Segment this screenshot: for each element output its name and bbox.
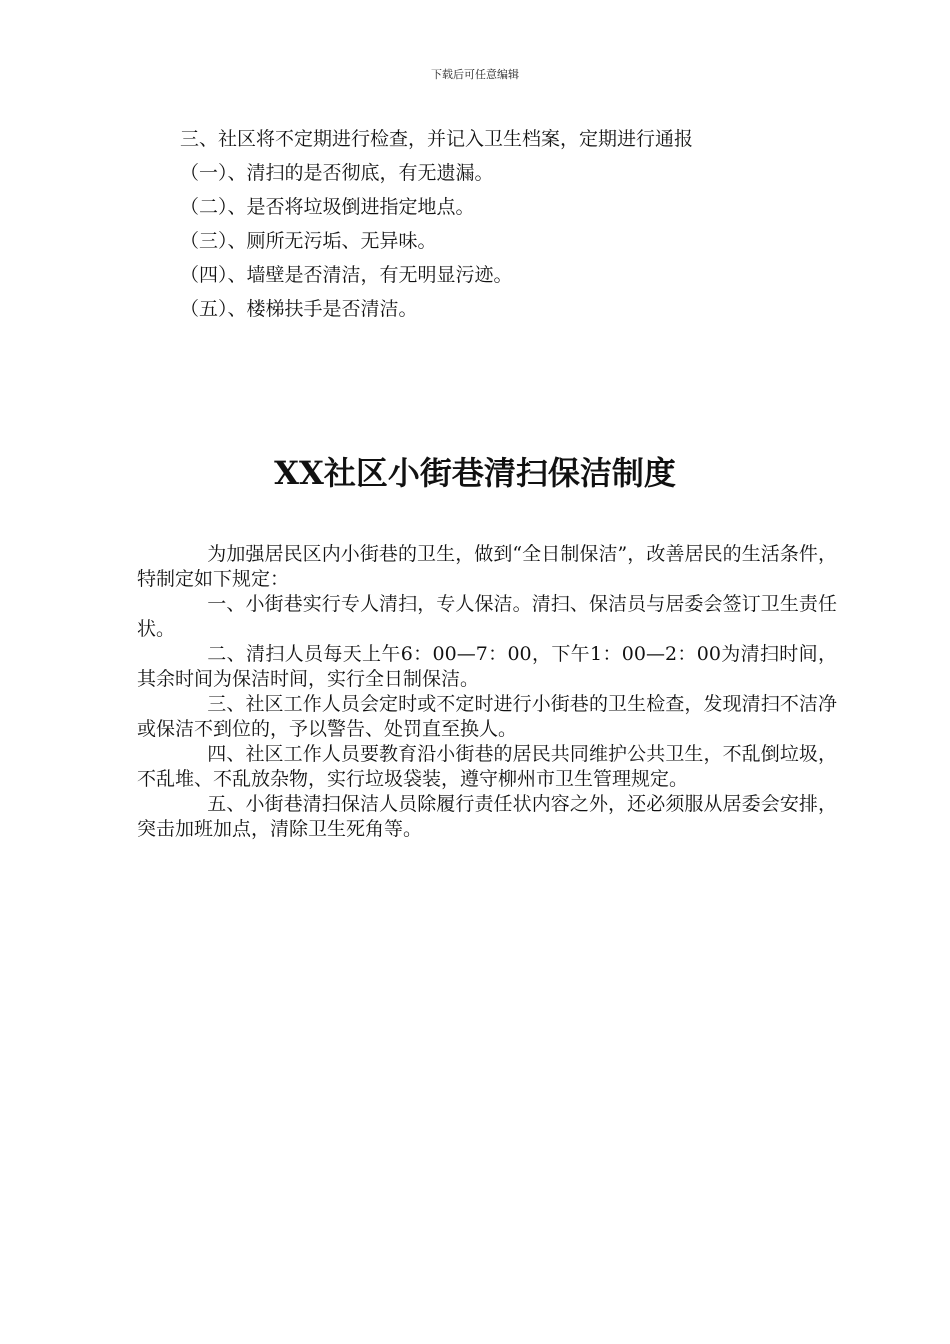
inspection-item: （一）、清扫的是否彻底，有无遗漏。	[180, 162, 494, 184]
document-body	[137, 542, 837, 842]
body-paragraph: 二、清扫人员每天上午6：00—7：00，下午1：00—2：00为清扫时间，其余时间为保洁时间，实行全日制保洁。	[137, 643, 837, 690]
inspection-item: （二）、是否将垃圾倒进指定地点。	[180, 196, 475, 218]
header-note: 下载后可任意编辑	[431, 68, 519, 81]
inspection-heading: 三、社区将不定期进行检查，并记入卫生档案，定期进行通报	[180, 128, 694, 150]
inspection-item: （五）、楼梯扶手是否清洁。	[180, 298, 418, 320]
body-paragraph: 四、社区工作人员要教育沿小街巷的居民共同维护公共卫生，不乱倒垃圾，不乱堆、不乱放杂物，实行垃圾袋装，遵守柳州市卫生管理规定。	[137, 743, 837, 790]
document-title: XX社区小街巷清扫保洁制度	[274, 454, 676, 492]
body-paragraph: 为加强居民区内小街巷的卫生，做到“全日制保洁”，改善居民的生活条件，特制定如下规定：	[137, 543, 837, 590]
inspection-item: （四）、墙壁是否清洁，有无明显污迹。	[180, 264, 513, 286]
inspection-item: （三）、厕所无污垢、无异味。	[180, 230, 437, 252]
body-paragraph: 三、社区工作人员会定时或不定时进行小街巷的卫生检查，发现清扫不洁净或保洁不到位的，予以警告、处罚直至换人。	[137, 693, 837, 740]
body-paragraph: 一、小街巷实行专人清扫，专人保洁。清扫、保洁员与居委会签订卫生责任状。	[137, 593, 837, 640]
inspection-section	[180, 122, 860, 326]
body-paragraph: 五、小街巷清扫保洁人员除履行责任状内容之外，还必须服从居委会安排，突击加班加点，清除卫生死角等。	[137, 793, 837, 840]
